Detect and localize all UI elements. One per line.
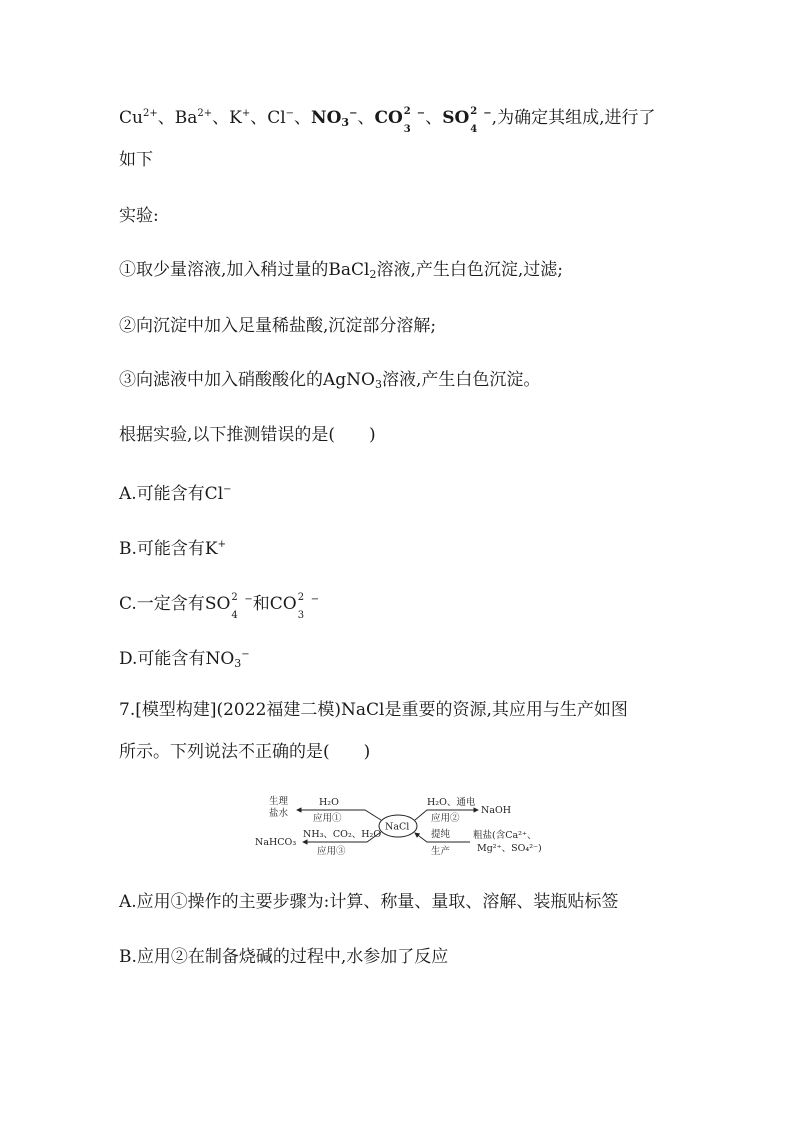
option-a: A.可能含有Cl−: [119, 484, 232, 504]
product-nahco3: NaHCO₃: [255, 837, 297, 848]
question-7-line-1: 7.[模型构建](2022福建二模)NaCl是重要的资源,其应用与生产如图: [119, 700, 628, 720]
ion-ba: $Ba^{2+}$: [174, 108, 213, 128]
nacl-diagram: [255, 788, 545, 858]
step-1: ①取少量溶液,加入稍过量的BaCl$_2$溶液,产生白色沉淀,过滤;: [119, 260, 564, 281]
source-crude-salt-1: 粗盐(含Ca²⁺、: [473, 830, 537, 841]
text-line-2: 如下: [119, 150, 153, 170]
question-7-line-2: 所示。下列说法不正确的是( ): [119, 742, 371, 762]
ions-line: $Cu^{2+}$、$Ba^{2+}$、K+、Cl−、$NO_3^-$、CO 2 3 −、SO 2 4 −,为确定其组成,进行了: [119, 106, 656, 135]
label-physio-2: 盐水: [269, 808, 289, 819]
nacl-label: NaCl: [385, 821, 410, 833]
product-naoh: NaOH: [481, 805, 512, 816]
ion-no3: $NO_3^-$: [311, 108, 358, 129]
option-d: D.可能含有$NO_3^-$: [119, 649, 250, 670]
reagent-app1: H₂O: [319, 797, 339, 808]
step-3: ③向滤液中加入硝酸酸化的AgNO$_3$溶液,产生白色沉淀。: [119, 370, 541, 391]
reagent-app2: H₂O、通电: [427, 797, 476, 808]
app1-label: 应用①: [313, 813, 342, 824]
source-crude-salt-2: Mg²⁺、SO₄²⁻): [477, 843, 542, 854]
ion-co3: CO 2 3 −: [374, 106, 426, 135]
ion-cl: Cl−: [267, 108, 295, 128]
op-produce: 生产: [431, 846, 451, 857]
ion-k: K+: [229, 108, 251, 128]
op-purify: 提纯: [431, 829, 451, 840]
question-6: 根据实验,以下推测错误的是( ): [119, 425, 376, 445]
app2-label: 应用②: [431, 813, 460, 824]
reagent-app3: NH₃、CO₂、H₂O: [303, 829, 382, 840]
app3-label: 应用③: [317, 846, 346, 857]
step-2: ②向沉淀中加入足量稀盐酸,沉淀部分溶解;: [119, 316, 437, 336]
text-line-3: 实验:: [119, 206, 159, 226]
ion-so4: SO 2 4 −: [442, 106, 492, 135]
ion-cu: $Cu^{2+}$: [119, 108, 158, 128]
option-c: C.一定含有SO 2 4 −和CO 2 3 −: [119, 592, 320, 621]
question-7-option-b: B.应用②在制备烧碱的过程中,水参加了反应: [119, 947, 449, 967]
option-b: B.可能含有K+: [119, 539, 226, 559]
label-physio-1: 生理: [269, 796, 289, 807]
question-7-option-a: A.应用①操作的主要步骤为:计算、称量、量取、溶解、装瓶贴标签: [119, 892, 619, 912]
